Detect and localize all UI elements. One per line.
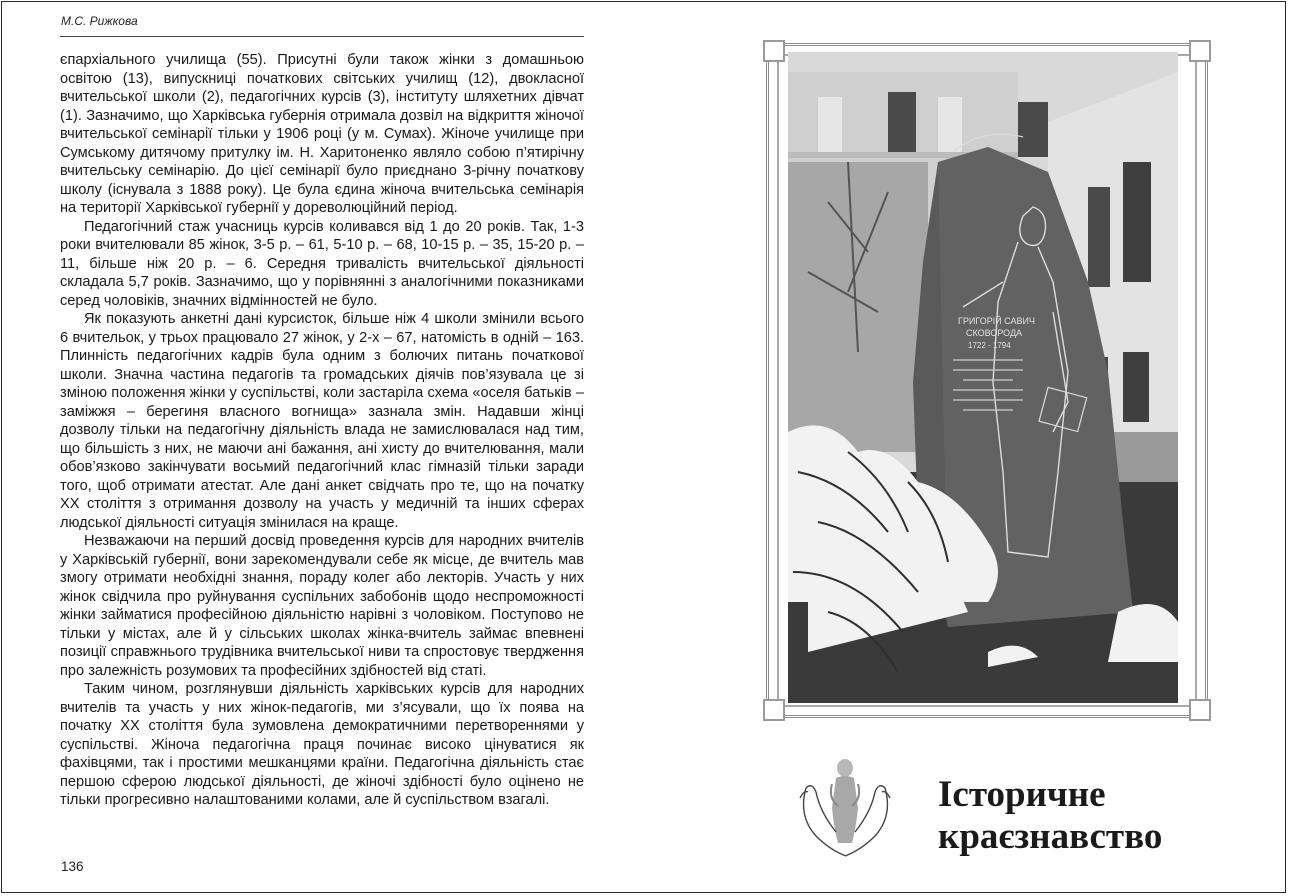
- hands-emblem-icon: [798, 746, 893, 858]
- section-title-line: краєзнавство: [938, 816, 1163, 857]
- monument-photo: [788, 52, 1178, 703]
- right-page: [644, 0, 1289, 896]
- frame-corner-ornament: [763, 699, 785, 721]
- header-rule: [60, 36, 584, 37]
- decorative-photo-frame: [766, 43, 1208, 718]
- frame-corner-ornament: [1189, 40, 1211, 62]
- body-text: [60, 51, 584, 810]
- frame-corner-ornament: [763, 40, 785, 62]
- section-title-line: Історичне: [938, 774, 1106, 815]
- inscription-line: ГРИГОРІЙ САВИЧ: [958, 316, 1035, 326]
- paragraph: Як показують анкетні дані курсисток, більше ніж 4 школи змінили всього 6 вчительок, у трьох працювало 27 жінок, у 2-х – 67, натомість в одній – 163. Плинність педагогічних кадрів була одним з болючих питань початкової школи. Значна частина педагогів та громадських діячів пов’язувала це зі зміною положення жінки у суспільстві, коли застаріла схема «оселя батьків – заміжжя – берегиня власного вогнища» зазнала змін. Надавши жінці дозволу тільки на педагогічну діяльність влада не замислювалася над тим, що більшість з них, не маючи ані бажання, ані хисту до вчителювання, мали обов’язково закінчувати восьмий педагогічний клас гімназій тільки заради того, щоб отримати атестат. Але дані анкет свідчать про те, що на початку ХХ століття з отримання дозволу на участь у медичній та інших сферах людської діяльності ситуація змінилася на краще.: [60, 311, 584, 531]
- paragraph: єпархіального училища (55). Присутні були також жінки з домашньою освітою (13), випускниці початкових світських училищ (12), двокласної вчительської школи (2), педагогічних курсів (3), інституту шляхетних дівчат (1). Зазначимо, що Харківська губернія отримала дозвіл на відкриття жіночої вчительської семінарії тільки у 1906 році (у м. Сумах). Жіноче училище при Сумському дитячому притулку ім. Н. Харитоненко являло собою п’ятирічну вчительську семінарію. До цієї семінарії було приєднано 3-річну початкову школу (існувала з 1888 року). Це була єдина жіноча вчительська семінарія на території Харківської губернії у дореволюційний період.: [60, 52, 584, 216]
- monument-photo-graphic: [788, 52, 1178, 703]
- running-head-author: М.С. Рижкова: [61, 14, 138, 28]
- page-number: 136: [61, 859, 84, 874]
- paragraph: Педагогічний стаж учасниць курсів коливався від 1 до 20 років. Так, 1-3 роки вчителювали 85 жінок, 3-5 р. – 61, 5-10 р. – 68, 10-15 р. – 35, 15-20 р. – 11, більше ніж 20 р. – 6. Середня тривалість вчительської діяльності складала 5,7 років. Зазначимо, що у порівнянні з аналогічними показниками серед чоловіків, значних відмінностей не було.: [60, 218, 584, 309]
- left-page: [0, 0, 644, 896]
- paragraph: Незважаючи на перший досвід проведення курсів для народних вчителів у Харківській губернії, вони зарекомендували себе як місце, де вчитель мав змогу отримати необхідні знання, пораду колег або лекторів. Участь у них жінок свідчила про руйнування суспільних забобонів щодо неспроможності жінки займатися професійною діяльністю нарівні з чоловіком. Поступово не тільки у містах, але й у сільських школах жінка-вчитель займає впевнені позиції справжнього трудівника вчительської ниви та спростовує твердження про залежність розумових та професійних здібностей від статі.: [60, 533, 584, 679]
- inscription-line: СКОВОРОДА: [966, 328, 1023, 338]
- section-title: [938, 774, 1162, 858]
- frame-corner-ornament: [1189, 699, 1211, 721]
- inscription-line: 1722 - 1794: [968, 341, 1011, 350]
- paragraph: Таким чином, розглянувши діяльність харківських курсів для народних вчителів та участь у них жінок-педагогів, ми з’ясували, що їх поява на початку ХХ століття була зумовлена демократичними перетвореннями у суспільстві. Жіноча педагогічна праця починає високо цінуватися як фахівцями, так і простими мешканцями країни. Педагогічна діяльність стає першою сферою людської діяльності, де жіночі здібності було оцінено не тільки прогресивно налаштованими колами, але й суспільством взагалі.: [60, 681, 584, 808]
